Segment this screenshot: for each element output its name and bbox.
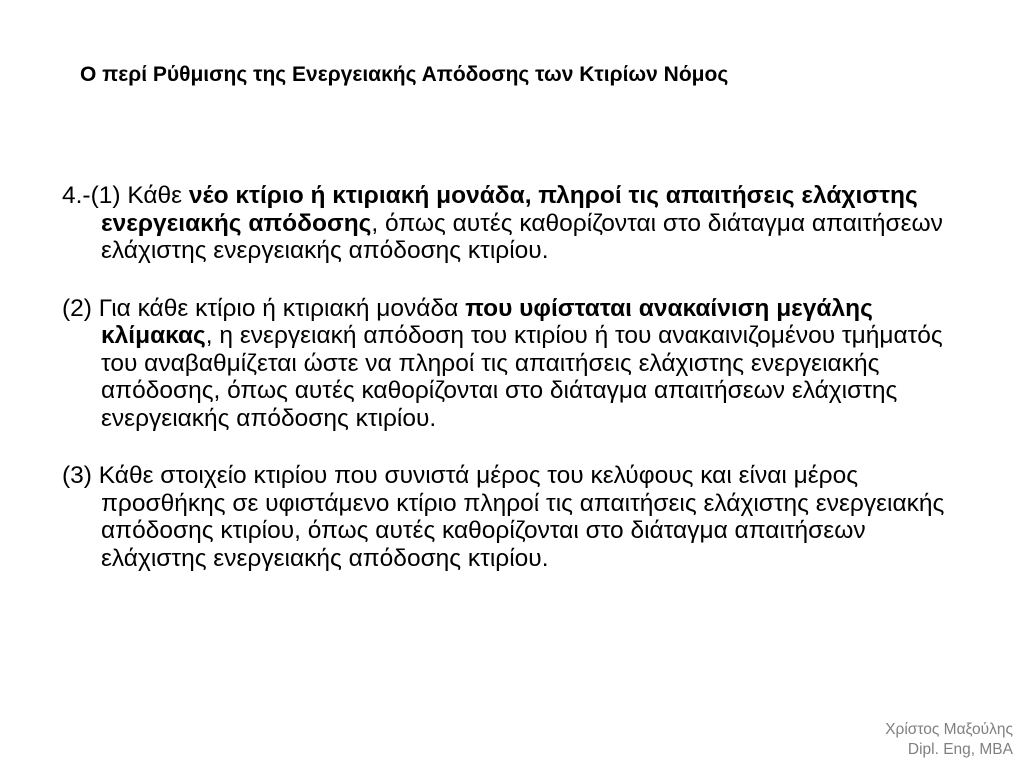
paragraph-1-prefix: 4.-(1) Κάθε — [62, 182, 189, 209]
slide-title: Ο περί Ρύθμισης της Ενεργειακής Απόδοσης των Κτιρίων Νόμος — [80, 63, 729, 86]
paragraph-1-rest: , όπως αυτές καθορίζονται στο διάταγμα απαιτήσεων ελάχιστης ενεργειακής απόδοσης κτιρίου. — [101, 209, 943, 264]
paragraph-3 — [62, 462, 972, 572]
author-name: Χρίστος Μαξούλης — [885, 721, 1013, 738]
paragraph-1-bold: νέο κτίριο ή κτιριακή μονάδα, πληροί τις απαιτήσεις ελάχιστης ενεργειακής απόδοσης — [101, 182, 918, 237]
author-credentials: Dipl. Eng, MBA — [907, 741, 1013, 758]
author-footer — [885, 720, 1013, 760]
paragraph-1 — [62, 182, 972, 265]
slide-body — [62, 182, 972, 572]
paragraph-3-text: (3) Κάθε στοιχείο κτιρίου που συνιστά μέρος του κελύφους και είναι μέρος προσθήκης σε υφιστάμενο κτίριο πληροί τις απαιτήσεις ελάχιστης ενεργειακής απόδοσης κτιρίου, όπως αυτές καθορίζονται στο διάταγμα απαιτήσεων ελάχιστης ενεργειακής απόδοσης κτιρίου. — [62, 462, 945, 572]
paragraph-2-rest: , η ενεργειακή απόδοση του κτιρίου ή του ανακαινιζομένου τμήματός του αναβαθμίζεται ώστε να πληροί τις απαιτήσεις ελάχιστης ενεργειακής απόδοσης, όπως αυτές καθορίζονται στο διάταγμα απαιτήσεων ελάχιστης ενεργειακής απόδοσης κτιρίου. — [101, 322, 943, 432]
paragraph-2-bold: που υφίσταται ανακαίνιση μεγάλης κλίμακας — [101, 294, 873, 349]
paragraph-2-prefix: (2) Για κάθε κτίριο ή κτιριακή μονάδα — [62, 294, 466, 322]
paragraph-2 — [62, 295, 972, 433]
